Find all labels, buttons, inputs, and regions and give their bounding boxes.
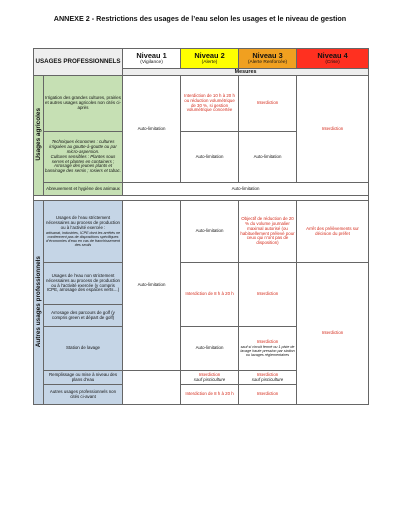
other-n1-empty xyxy=(123,371,181,405)
agri-n1: Auto-limitation xyxy=(123,76,181,183)
level-2-header xyxy=(181,49,239,69)
other-row6-desc: Autres usages professionnels non cités ci-avant xyxy=(44,385,123,405)
page-title: ANNEXE 2 - Restrictions des usages de l’eau selon les usages et le niveau de gestion xyxy=(53,14,347,23)
agri-n4: Interdiction xyxy=(297,76,369,183)
other-row5-n3-head: Interdiction xyxy=(256,371,279,377)
level-2-name: Niveau 2 xyxy=(194,50,225,60)
other-label: Autres usages professionnels xyxy=(35,255,42,348)
other-row6-n2: Interdiction de 8 h à 20 h xyxy=(181,385,239,405)
agri-row2-desc xyxy=(44,132,123,183)
level-1-name: Niveau 1 xyxy=(136,50,167,60)
other-row2-n3: Interdiction xyxy=(239,263,297,327)
other-row2-n2: Interdiction de 8 h à 20 h xyxy=(181,263,239,327)
other-row5-n3 xyxy=(239,371,297,385)
other-row4-n2: Auto-limitation xyxy=(181,327,239,371)
other-section-label xyxy=(34,201,44,405)
agri-row2-desc-a: Techniques économes : cultures irriguées au goutte-à-goutte ou par micro-aspersion. xyxy=(49,138,117,154)
other-row1-desc xyxy=(44,201,123,263)
other-row4-n3 xyxy=(239,327,297,371)
table-row xyxy=(34,201,369,263)
other-row1-n3: Objectif de réduction de 20 % du volume journalier maximal autorisé (ou habituellement prélevé pour ceux qui n’ont pas de disposition) xyxy=(239,201,297,263)
table-row xyxy=(34,263,369,305)
mesures-header: Mesures xyxy=(123,69,369,76)
level-1-sub: (Vigilance) xyxy=(140,59,163,65)
restrictions-table xyxy=(33,48,369,405)
level-2-sub: (Alerte) xyxy=(201,59,218,65)
agri-row2-n3: Auto-limitation xyxy=(239,132,297,183)
other-row1-desc-italic: artisanat, industries, ICPE dont les arrêtés ne contiennent pas de dispositions spécifiques d’économies d’eau en cas de franchissement des seuils xyxy=(45,230,121,248)
agri-label: Usages agricoles xyxy=(35,108,42,161)
table-row xyxy=(34,183,369,196)
agri-row2-n2: Auto-limitation xyxy=(181,132,239,183)
usages-header: USAGES PROFESSIONNELS xyxy=(34,49,123,76)
other-row6-n3: Interdiction xyxy=(239,385,297,405)
agri-section-label xyxy=(34,76,44,196)
other-row5-desc: Remplissage ou mise à niveau des plans d’eau xyxy=(44,371,123,385)
level-3-sub: (Alerte Renforcée) xyxy=(247,59,288,65)
level-4-name: Niveau 4 xyxy=(317,50,348,60)
other-row4-n3-head: Interdiction xyxy=(256,338,279,344)
level-1-header xyxy=(123,49,181,69)
agri-row1-desc: Irrigation des grandes cultures, prairies et autres usages agricoles non cités ci-après xyxy=(44,76,123,132)
other-row5-n2-italic: sauf pisciculture xyxy=(193,376,226,382)
level-4-sub: (Crise) xyxy=(325,59,340,65)
other-row5-n3-italic: sauf pisciculture xyxy=(251,376,284,382)
other-n1: Auto-limitation xyxy=(123,201,181,371)
other-row5-n2 xyxy=(181,371,239,385)
header-row xyxy=(34,49,369,69)
other-row4-desc: Station de lavage xyxy=(44,327,123,371)
agri-row1-n2: Interdiction de 10 h à 20 h ou réduction volumétrique de 30 %, si gestion volumétrique concertée xyxy=(181,76,239,132)
agri-row2-desc-b: Cultures sensibles : Plantes sous serres et plantes en containers ; Arrosage des jeunes plants et bassinage des semis ; rosiers et tabac. xyxy=(45,153,121,174)
other-row1-n2: Auto-limitation xyxy=(181,201,239,263)
other-row1-n4: Arrêt des prélèvements sur décision du préfet xyxy=(297,201,369,263)
level-3-header xyxy=(239,49,297,69)
level-4-header xyxy=(297,49,369,69)
agri-row3-all: Auto-limitation xyxy=(123,183,369,196)
table-row xyxy=(34,76,369,132)
other-row2-desc: Usages de l’eau non strictement nécessaires au process de production ou à l’activité exercée (y compris ICPE, arrosage des espaces verts…) xyxy=(44,263,123,305)
agri-row1-n3: Interdiction xyxy=(239,76,297,132)
other-row5-n2-head: Interdiction xyxy=(198,371,221,377)
agri-row3-desc: Abreuvement et hygiène des animaux xyxy=(44,183,123,196)
other-row3-desc: Arrosage des parcours de golf (y compris green et départ de golf) xyxy=(44,305,123,327)
other-n4: Interdiction xyxy=(297,263,369,405)
other-row4-n3-italic: sauf si circuit fermé ou 1 piste de lavage haute pression par station ou lavages réglementaires xyxy=(240,344,295,358)
other-row1-desc-main: Usages de l’eau strictement nécessaires au process de production ou à l’activité exercée : xyxy=(46,214,120,230)
level-3-name: Niveau 3 xyxy=(252,50,283,60)
